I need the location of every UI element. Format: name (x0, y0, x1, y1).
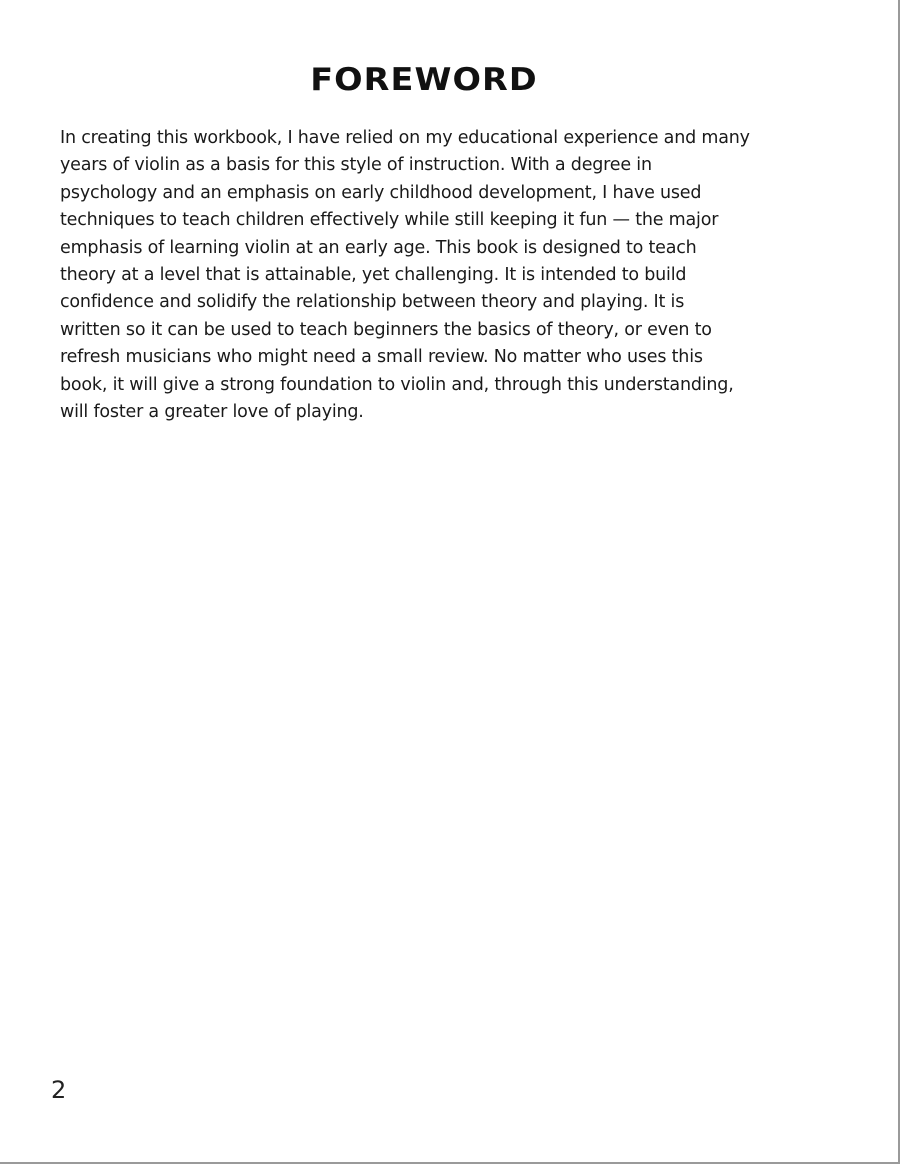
paragraph-line: book, it will give a strong foundation to violin and, through this understanding, (60, 374, 734, 395)
paragraph-line: psychology and an emphasis on early childhood development, I have used (60, 182, 702, 203)
paragraph-line: confidence and solidify the relationship between theory and playing. It is (60, 292, 685, 313)
page-title: FOREWORD (310, 62, 538, 98)
page-number: 2 (51, 1076, 67, 1104)
paragraph-line: written so it can be used to teach beginners the basics of theory, or even to (60, 319, 712, 340)
paragraph-line: refresh musicians who might need a small review. No matter who uses this (60, 347, 703, 368)
foreword-paragraph (60, 125, 800, 426)
paragraph-line: techniques to teach children effectively while still keeping it fun — the major (60, 210, 719, 231)
paragraph-line: will foster a greater love of playing. (60, 402, 364, 423)
paragraph-line: emphasis of learning violin at an early age. This book is designed to teach (60, 237, 697, 258)
paragraph-line: In creating this workbook, I have relied on my educational experience and many (60, 128, 750, 148)
paragraph-line: theory at a level that is attainable, yet challenging. It is intended to build (60, 265, 687, 286)
paragraph-line: years of violin as a basis for this style of instruction. With a degree in (60, 155, 652, 176)
